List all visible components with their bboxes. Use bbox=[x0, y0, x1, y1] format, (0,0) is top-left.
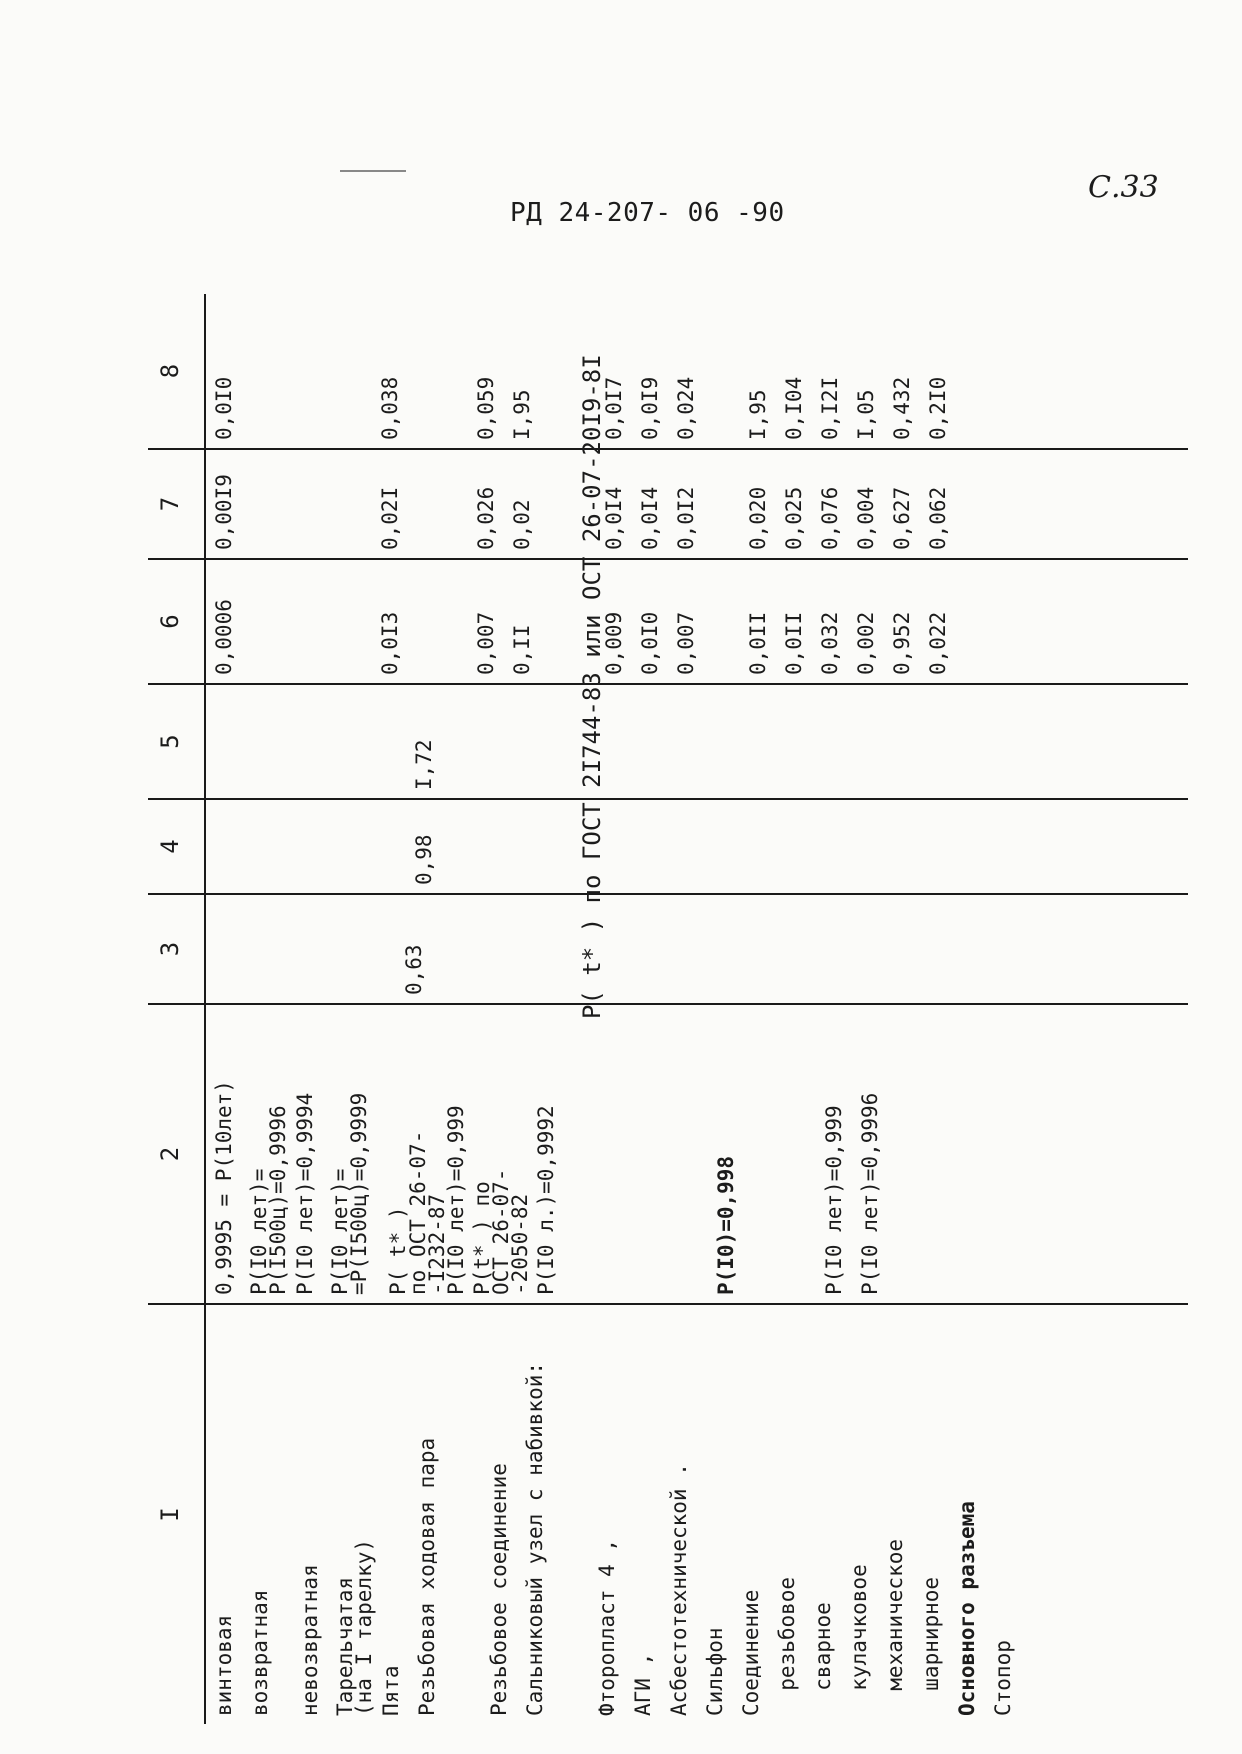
element-name: Резьбовая ходовая пара bbox=[414, 1437, 439, 1716]
value: 0,II bbox=[510, 624, 534, 675]
spacer bbox=[644, 1005, 680, 1295]
col-header-6: 6 bbox=[148, 559, 205, 684]
spacer bbox=[712, 294, 748, 440]
probability-value: Р(I0 лет)= Р(I500ц)=0,9996 bbox=[247, 1105, 291, 1295]
element-name: Резьбовое соединение bbox=[486, 1463, 511, 1716]
spanning-standard-note: Р( t* ) по ГОСТ 2I744-83 или ОСТ 26-07-20I9-8I bbox=[578, 354, 606, 1019]
col-header-5: 5 bbox=[148, 684, 205, 799]
element-name: АГИ , bbox=[630, 1652, 655, 1716]
probability-value: Р(I0 лет)=0,9994 bbox=[292, 1092, 317, 1295]
value: I,72 bbox=[412, 739, 436, 790]
element-name: невозвратная bbox=[298, 1564, 322, 1716]
probability-value: 0,9995 = Р(10лет) bbox=[212, 1080, 236, 1295]
rotated-table-container bbox=[148, 294, 1188, 1724]
value: 0,0I0 bbox=[212, 376, 236, 440]
value: 0,432 bbox=[890, 376, 914, 440]
spacer bbox=[712, 560, 748, 675]
spacer bbox=[788, 1005, 824, 1295]
spacer bbox=[561, 1305, 597, 1716]
col7-cell bbox=[205, 449, 1188, 559]
value: 0,0I7 bbox=[602, 376, 626, 440]
col-header-3: 3 bbox=[148, 894, 205, 1004]
col-header-1: I bbox=[148, 1304, 205, 1724]
value: 0,0II bbox=[746, 611, 770, 675]
probability-value: Р( t* ) по ОСТ 26-07- -I232-87 Р(I0 лет)=0,999 bbox=[386, 1105, 469, 1295]
element-name: Сильфон bbox=[702, 1627, 727, 1716]
element-name: Фторопласт 4 , bbox=[594, 1538, 619, 1716]
element-name: резьбовое bbox=[774, 1576, 799, 1716]
value: 0,0I4 bbox=[602, 486, 626, 550]
col-header-4: 4 bbox=[148, 799, 205, 894]
element-name: сварное bbox=[810, 1602, 835, 1716]
col8-cell bbox=[205, 294, 1188, 449]
value: 0,024 bbox=[674, 376, 698, 440]
header-row bbox=[148, 294, 205, 1724]
value: 0,009 bbox=[602, 611, 626, 675]
value: 0,002 bbox=[854, 611, 878, 675]
value: 0,952 bbox=[890, 611, 914, 675]
value: 0,I04 bbox=[782, 376, 806, 440]
spacer bbox=[250, 450, 380, 550]
value: 0,020 bbox=[746, 486, 770, 550]
value: 0,63 bbox=[402, 944, 426, 995]
value: 0,0I3 bbox=[378, 611, 402, 675]
value: 0,0006 bbox=[212, 599, 236, 675]
element-name: возвратная bbox=[248, 1589, 272, 1716]
page-number: С.33 bbox=[1088, 170, 1159, 205]
element-name: шарнирное bbox=[918, 1576, 943, 1716]
document-code: РД 24-207- 06 -90 bbox=[510, 198, 785, 228]
value: I,05 bbox=[854, 389, 878, 440]
element-name: кулачковое bbox=[846, 1564, 871, 1716]
spacer bbox=[572, 1005, 608, 1295]
probability-value: Р(I0 лет)=0,9996 bbox=[858, 1092, 883, 1295]
value: 0,062 bbox=[926, 486, 950, 550]
value: I,95 bbox=[510, 389, 534, 440]
col-header-7: 7 bbox=[148, 449, 205, 559]
element-name: механическое bbox=[882, 1538, 907, 1716]
spacer bbox=[453, 1305, 489, 1716]
element-name: Пята bbox=[378, 1665, 403, 1716]
value: 0,007 bbox=[674, 611, 698, 675]
value: 0,032 bbox=[818, 611, 842, 675]
value: 0,007 bbox=[474, 611, 498, 675]
value: 0,I2I bbox=[818, 376, 842, 440]
col3-cell bbox=[205, 894, 1188, 1004]
spacer bbox=[250, 294, 380, 440]
value: 0,2I0 bbox=[926, 376, 950, 440]
spacer bbox=[608, 1005, 644, 1295]
col4-cell bbox=[205, 799, 1188, 894]
value: 0,00I9 bbox=[212, 474, 236, 550]
spacer bbox=[416, 294, 476, 440]
scan-artifact-line bbox=[340, 170, 406, 172]
probability-value: Р(I0 лет)= =Р(I500ц)=0,9999 bbox=[327, 1092, 371, 1295]
value: 0,0I4 bbox=[638, 486, 662, 550]
value: 0,02I bbox=[378, 486, 402, 550]
probability-value: Р(t* ) по ОСТ 26-07- -2050-82 bbox=[469, 1168, 533, 1295]
reliability-table bbox=[148, 294, 1188, 1724]
element-name: Асбестотехнической . bbox=[666, 1463, 691, 1716]
element-name: Стопор bbox=[990, 1640, 1015, 1716]
value: 0,076 bbox=[818, 486, 842, 550]
value: I,95 bbox=[746, 389, 770, 440]
spacer bbox=[752, 1005, 788, 1295]
value: 0,004 bbox=[854, 486, 878, 550]
spacer bbox=[416, 560, 476, 675]
table-body-row bbox=[205, 294, 1188, 1724]
element-name: Основного разъема bbox=[954, 1501, 979, 1716]
element-name: винтовая bbox=[212, 1614, 236, 1716]
spacer bbox=[214, 800, 414, 885]
element-name: Сальниковый узел с набивкой: bbox=[522, 1361, 547, 1716]
col2-cell bbox=[205, 1004, 1188, 1304]
spacer bbox=[250, 560, 380, 675]
col5-cell bbox=[205, 684, 1188, 799]
value: 0,022 bbox=[926, 611, 950, 675]
value: 0,0I9 bbox=[638, 376, 662, 440]
value: 0,059 bbox=[474, 376, 498, 440]
col1-cell bbox=[205, 1304, 1188, 1724]
probability-value: Р(I0)=0,998 bbox=[714, 1155, 739, 1295]
col6-cell bbox=[205, 559, 1188, 684]
value: 0,0I0 bbox=[638, 611, 662, 675]
col-header-8: 8 bbox=[148, 294, 205, 449]
element-name: Тарельчатая (на I тарелку) bbox=[333, 1538, 377, 1716]
value: 0,02 bbox=[510, 499, 534, 550]
value: 0,038 bbox=[378, 376, 402, 440]
element-name: Соединение bbox=[738, 1589, 763, 1716]
value: 0,0II bbox=[782, 611, 806, 675]
value: 0,026 bbox=[474, 486, 498, 550]
value: 0,98 bbox=[412, 834, 436, 885]
col-header-2: 2 bbox=[148, 1004, 205, 1304]
spacer bbox=[680, 1005, 716, 1295]
probability-value: Р(I0 лет)=0,999 bbox=[822, 1105, 847, 1295]
spacer bbox=[214, 685, 414, 790]
spacer bbox=[214, 895, 404, 995]
spacer bbox=[712, 450, 748, 550]
value: 0,025 bbox=[782, 486, 806, 550]
value: 0,627 bbox=[890, 486, 914, 550]
probability-value: Р(I0 л.)=0,9992 bbox=[534, 1105, 559, 1295]
spacer bbox=[416, 450, 476, 550]
value: 0,0I2 bbox=[674, 486, 698, 550]
